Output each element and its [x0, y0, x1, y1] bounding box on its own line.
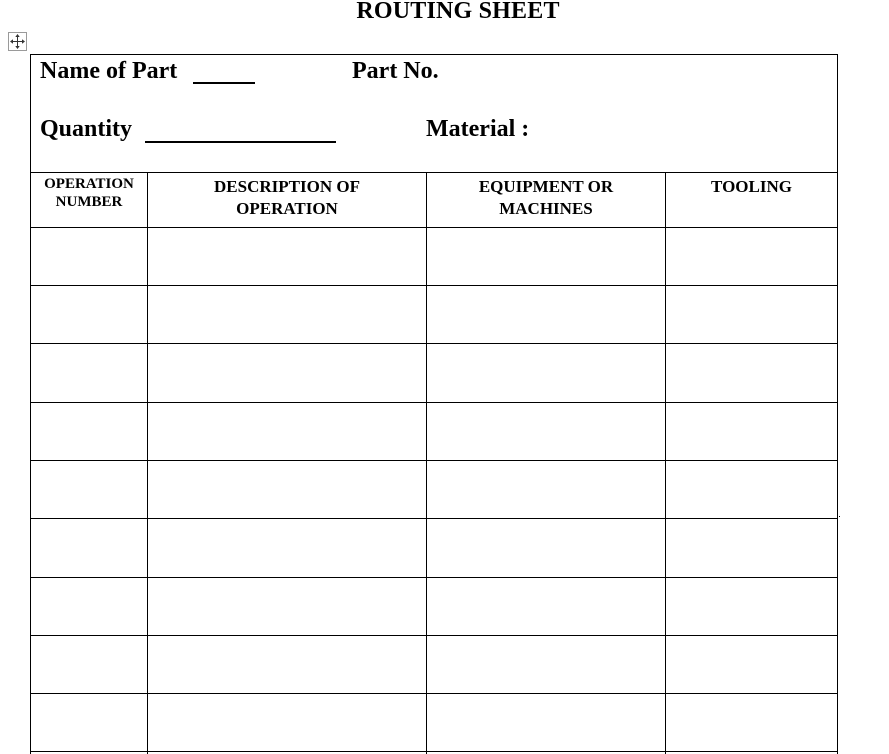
cell-tooling[interactable]	[666, 636, 837, 693]
cell-description[interactable]	[148, 694, 426, 751]
table-header-row	[31, 173, 837, 228]
cell-equipment[interactable]	[427, 694, 665, 751]
header-equipment-line1: EQUIPMENT OR	[478, 177, 614, 196]
header-operation-number-line1: OPERATION	[44, 176, 134, 192]
cell-equipment[interactable]	[427, 578, 665, 635]
cell-description[interactable]	[148, 403, 426, 460]
header-description-line1: DESCRIPTION OF	[214, 177, 360, 196]
part-info-section	[31, 55, 837, 173]
cell-operation-number[interactable]	[31, 520, 147, 577]
header-equipment-or-machines	[427, 176, 665, 230]
cell-tooling[interactable]	[666, 403, 837, 460]
cell-description[interactable]	[148, 345, 426, 402]
name-of-part-label: Name of Part	[40, 58, 178, 84]
move-arrows-icon	[9, 33, 26, 50]
cell-tooling[interactable]	[666, 286, 837, 343]
cell-operation-number[interactable]	[31, 286, 147, 343]
header-tooling	[666, 176, 837, 230]
end-of-row-mark	[839, 516, 840, 517]
part-no-label: Part No.	[352, 58, 439, 84]
header-equipment-line2: MACHINES	[499, 199, 593, 218]
name-of-part-field[interactable]	[193, 82, 255, 84]
cell-operation-number[interactable]	[31, 345, 147, 402]
cell-equipment[interactable]	[427, 461, 665, 518]
table-row	[31, 345, 837, 403]
table-row	[31, 578, 837, 636]
routing-table	[30, 54, 838, 754]
cell-description[interactable]	[148, 461, 426, 518]
cell-equipment[interactable]	[427, 286, 665, 343]
quantity-label: Quantity	[40, 116, 133, 142]
table-row	[31, 228, 837, 286]
header-tooling-line1: TOOLING	[711, 177, 792, 196]
header-operation-number-line2: NUMBER	[55, 194, 123, 210]
table-row	[31, 520, 837, 578]
table-move-handle[interactable]	[8, 32, 27, 51]
table-row	[31, 461, 837, 519]
table-row	[31, 636, 837, 694]
cell-description[interactable]	[148, 636, 426, 693]
cell-equipment[interactable]	[427, 228, 665, 285]
cell-description[interactable]	[148, 286, 426, 343]
cell-operation-number[interactable]	[31, 403, 147, 460]
quantity-field[interactable]	[145, 141, 336, 143]
cell-tooling[interactable]	[666, 345, 837, 402]
cell-tooling[interactable]	[666, 228, 837, 285]
cell-equipment[interactable]	[427, 403, 665, 460]
header-description-of-operation	[148, 176, 426, 230]
cell-equipment[interactable]	[427, 345, 665, 402]
header-description-line2: OPERATION	[236, 199, 338, 218]
table-row	[31, 694, 837, 752]
cell-equipment[interactable]	[427, 520, 665, 577]
column-divider	[665, 173, 666, 754]
material-label: Material :	[426, 116, 530, 142]
cell-operation-number[interactable]	[31, 578, 147, 635]
cell-description[interactable]	[148, 578, 426, 635]
column-divider	[426, 173, 427, 754]
cell-description[interactable]	[148, 520, 426, 577]
cell-operation-number[interactable]	[31, 461, 147, 518]
header-operation-number	[31, 175, 147, 229]
cell-tooling[interactable]	[666, 520, 837, 577]
cell-operation-number[interactable]	[31, 636, 147, 693]
column-divider	[147, 173, 148, 754]
cell-operation-number[interactable]	[31, 694, 147, 751]
cell-equipment[interactable]	[427, 636, 665, 693]
table-row	[31, 286, 837, 344]
cell-tooling[interactable]	[666, 694, 837, 751]
cell-operation-number[interactable]	[31, 228, 147, 285]
cell-tooling[interactable]	[666, 578, 837, 635]
table-row	[31, 403, 837, 461]
cell-tooling[interactable]	[666, 461, 837, 518]
sheet-title: ROUTING SHEET	[356, 0, 560, 24]
cell-description[interactable]	[148, 228, 426, 285]
